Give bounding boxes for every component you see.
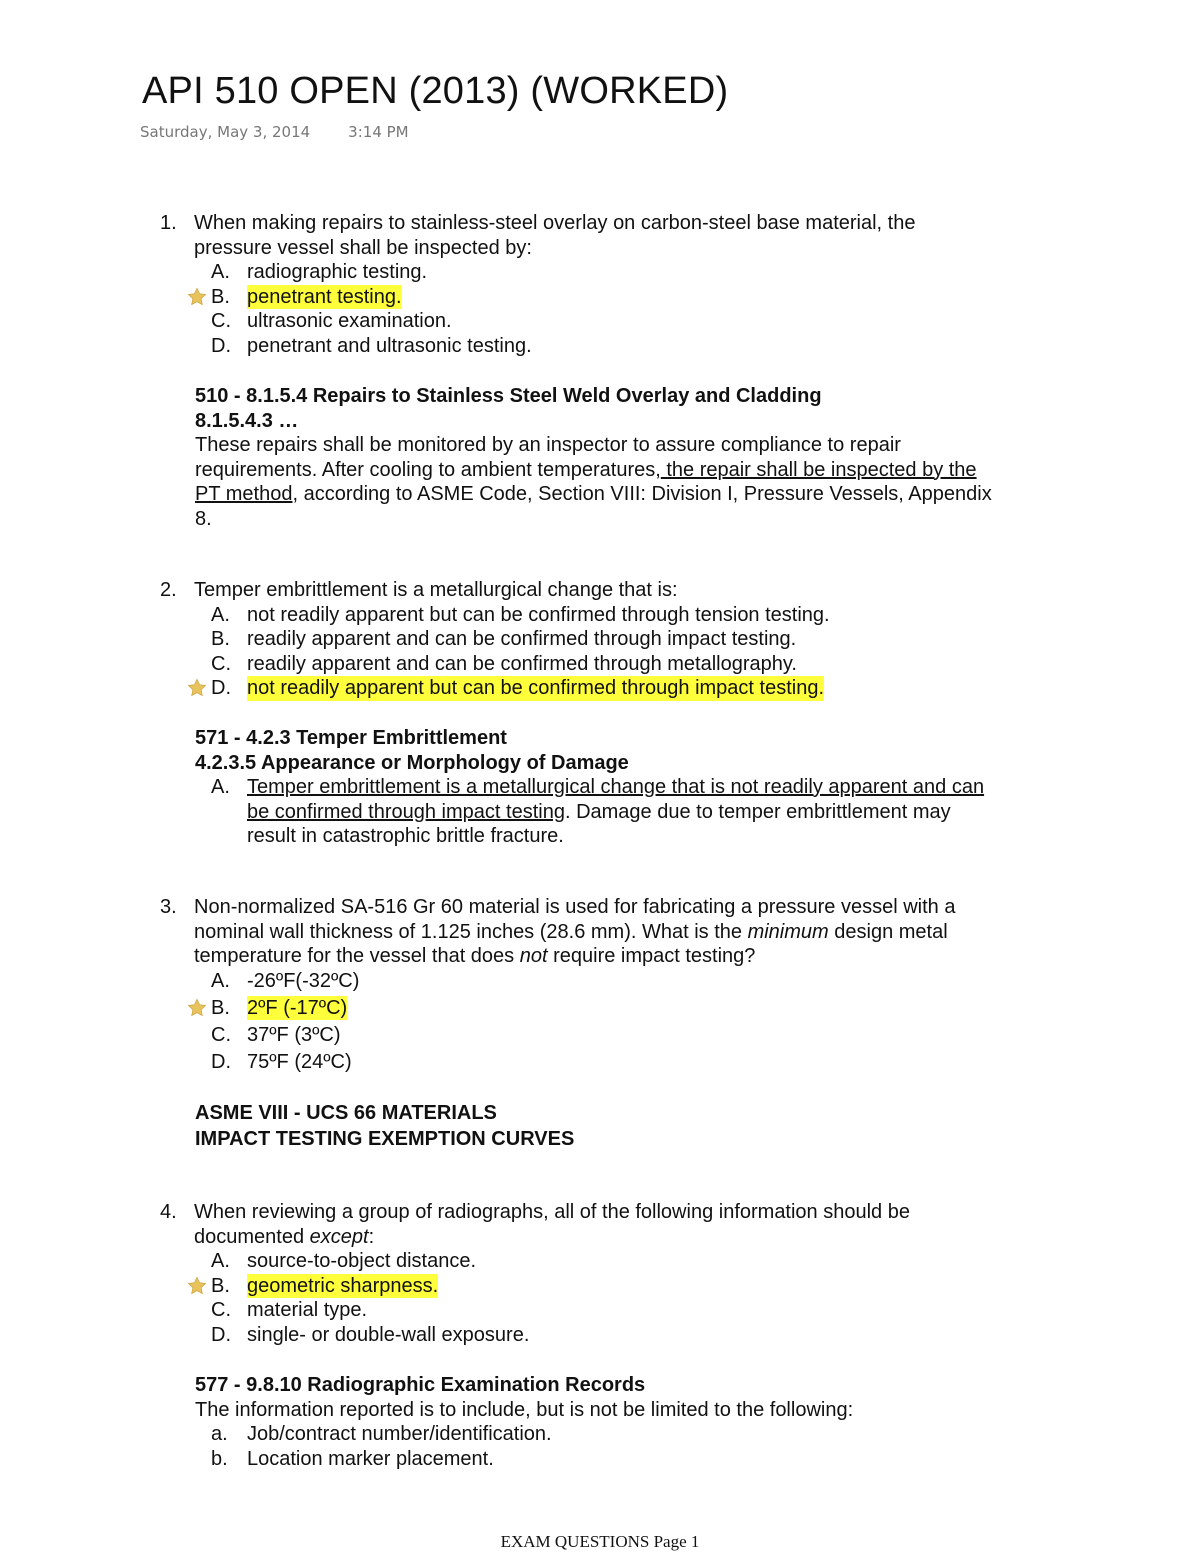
option-letter: C.	[211, 652, 231, 675]
page-footer: EXAM QUESTIONS Page 1	[500, 1532, 700, 1551]
option-letter: B.	[211, 285, 230, 308]
option-letter: D.	[211, 677, 231, 699]
reference-text: Temper embrittlement is a metallurgical change that is not readily apparent and can	[247, 776, 985, 798]
reference-2	[0, 726, 1200, 849]
question-number: 4.	[160, 1201, 177, 1223]
list-item: Job/contract number/identification.	[247, 1423, 552, 1445]
question-1	[0, 211, 1200, 358]
option-letter: A.	[211, 969, 230, 992]
question-3	[0, 895, 1200, 1077]
question-number: 3.	[160, 896, 177, 918]
option-text: single- or double-wall exposure.	[247, 1323, 530, 1346]
question-stem: Temper embrittlement is a metallurgical change that is:	[194, 579, 678, 601]
reference-3	[0, 1101, 1200, 1152]
reference-subheading: 4.2.3.5 Appearance or Morphology of Damage	[195, 751, 629, 774]
page-title: API 510 OPEN (2013) (WORKED)	[142, 70, 729, 112]
reference-subheading: 8.1.5.4.3 …	[195, 409, 299, 432]
option-letter: A.	[211, 603, 230, 626]
reference-heading: 571 - 4.2.3 Temper Embrittlement	[195, 727, 507, 749]
star-icon	[186, 1276, 208, 1296]
option-text: penetrant and ultrasonic testing.	[247, 334, 532, 357]
question-number: 2.	[160, 579, 177, 601]
star-icon	[186, 678, 208, 698]
option-letter: C.	[211, 1299, 231, 1321]
option-text: not readily apparent but can be confirmed through tension testing.	[247, 603, 830, 626]
option-letter: B.	[211, 1274, 230, 1297]
option-letter: D.	[211, 1050, 231, 1073]
option-letter: C.	[211, 1023, 231, 1046]
option-letter: C.	[211, 310, 231, 332]
star-icon	[186, 287, 208, 307]
option-text-correct: penetrant testing.	[247, 285, 402, 308]
reference-heading: ASME VIII - UCS 66 MATERIALS	[195, 1102, 497, 1124]
option-text-correct: 2ºF (-17ºC)	[247, 996, 348, 1019]
page-date: Saturday, May 3, 2014	[140, 123, 311, 141]
option-text: 37ºF (3ºC)	[247, 1023, 341, 1046]
star-icon	[186, 998, 208, 1018]
option-letter: A.	[211, 261, 230, 283]
reference-text: result in catastrophic brittle fracture.	[247, 825, 564, 847]
option-letter: D.	[211, 1323, 231, 1346]
reference-text: 8.	[195, 507, 212, 530]
option-text: source-to-object distance.	[247, 1250, 477, 1272]
reference-heading: 510 - 8.1.5.4 Repairs to Stainless Steel Weld Overlay and Cladding	[195, 385, 822, 407]
reference-4	[0, 1373, 1200, 1471]
list-item-letter: a.	[211, 1423, 228, 1445]
question-stem: nominal wall thickness of 1.125 inches (28.6 mm). What is the minimum design metal	[194, 920, 948, 943]
reference-text: be confirmed through impact testing. Damage due to temper embrittlement may	[247, 800, 951, 823]
option-text: readily apparent and can be confirmed through impact testing.	[247, 628, 797, 650]
page-meta	[140, 123, 409, 141]
reference-text: These repairs shall be monitored by an inspector to assure compliance to repair	[195, 434, 901, 456]
question-stem: documented except:	[194, 1225, 375, 1248]
question-stem: When reviewing a group of radiographs, all of the following information should be	[194, 1201, 910, 1223]
reference-1	[0, 384, 1200, 531]
option-letter: A.	[211, 1250, 230, 1272]
page-time: 3:14 PM	[348, 123, 409, 141]
list-item-letter: b.	[211, 1447, 228, 1470]
reference-heading: 577 - 9.8.10 Radiographic Examination Records	[195, 1374, 646, 1396]
option-text: -26ºF(-32ºC)	[247, 969, 360, 992]
question-stem: Non-normalized SA-516 Gr 60 material is used for fabricating a pressure vessel with a	[194, 896, 956, 918]
question-2	[0, 578, 1200, 701]
option-text: radiographic testing.	[247, 261, 428, 283]
question-number: 1.	[160, 212, 177, 234]
option-text: 75ºF (24ºC)	[247, 1050, 352, 1073]
question-stem: temperature for the vessel that does not require impact testing?	[194, 945, 756, 967]
reference-letter: A.	[211, 776, 230, 798]
reference-subheading: IMPACT TESTING EXEMPTION CURVES	[195, 1128, 575, 1150]
option-text-correct: geometric sharpness.	[247, 1274, 439, 1297]
reference-text: PT method, according to ASME Code, Section VIII: Division I, Pressure Vessels, Appendix	[195, 483, 992, 505]
question-4	[0, 1200, 1200, 1347]
question-stem: When making repairs to stainless-steel overlay on carbon-steel base material, the	[194, 212, 916, 234]
option-text: ultrasonic examination.	[247, 310, 452, 332]
option-text: readily apparent and can be confirmed through metallography.	[247, 652, 797, 675]
reference-text: The information reported is to include, but is not be limited to the following:	[195, 1398, 854, 1421]
reference-text: requirements. After cooling to ambient temperatures, the repair shall be inspected by the	[195, 458, 977, 481]
option-letter: B.	[211, 996, 230, 1019]
option-letter: D.	[211, 334, 231, 357]
option-letter: B.	[211, 628, 230, 650]
question-stem: pressure vessel shall be inspected by:	[194, 236, 532, 259]
option-text-correct: not readily apparent but can be confirmed through impact testing.	[247, 677, 825, 699]
list-item: Location marker placement.	[247, 1447, 494, 1470]
option-text: material type.	[247, 1299, 368, 1321]
